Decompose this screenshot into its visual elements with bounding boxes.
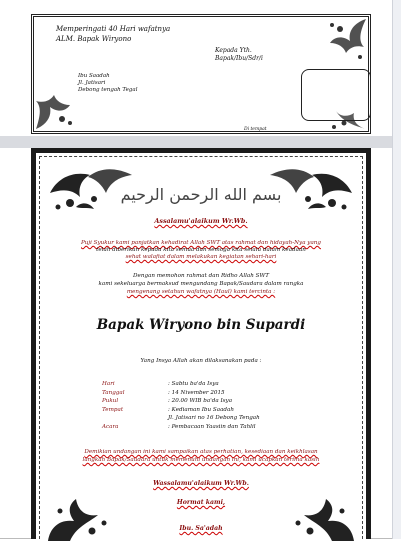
floral-ornament-bottom-left (46, 493, 116, 543)
envelope-card (31, 14, 371, 134)
request-paragraph-line3: mengenang setahun wafatnya (Haul) kami tercinta : (126, 289, 276, 295)
event-detail-value: : Sabtu ba'da Isya (168, 381, 219, 387)
deceased-name: Bapak Wiryono bin Supardi (96, 317, 306, 333)
event-detail-value: : Pembacaan Yaasiin dan Tahlil (168, 424, 256, 430)
floral-ornament-bottom-left (34, 91, 80, 131)
event-detail-value: Jl. Jatisari no 16 Debong Tengah (168, 415, 260, 422)
event-detail-value: : 20.00 WIB ba'da Isya (168, 398, 233, 405)
floral-ornament-bottom-right (286, 493, 356, 543)
opening-paragraph-line1: Puji Syukur kami panjatkan kehadirat Allah SWT atas rahmat dan hidayah-Nya yang (81, 240, 321, 246)
recipient-label: Kepada Yth. (215, 47, 252, 54)
closing-paragraph-line2: langkah Bapak/Saudara untuk memenuhi undangan ini, kami ucapkan terima kasih (82, 457, 320, 463)
vertical-scrollbar[interactable] (392, 0, 401, 539)
signer-name: Ibu. Sa'adah (179, 525, 223, 532)
request-paragraph-line2: kami sekeluarga bermaksud mengundang Bapak/Saudara dalam rangka (98, 281, 304, 287)
floral-ornament-top-right (320, 17, 368, 61)
schedule-intro: Yang Insya Allah akan dilaksanakan pada : (140, 358, 262, 364)
event-detail-label: Acara (102, 424, 119, 430)
greeting: Assalamu'alaikum Wr.Wb. (154, 217, 248, 225)
recipient-place: Di tempat (244, 127, 267, 132)
envelope-title-line1: Memperingati 40 Hari wafatnya (56, 25, 171, 33)
event-detail-label: Tempat (102, 406, 124, 413)
envelope-title-line2: ALM. Bapak Wiryono (56, 35, 132, 43)
opening-paragraph-line3: sehat walafiat dalam melakukan kegiatan sehari-hari (125, 254, 277, 260)
sender-name: Ibu Saadah (78, 73, 110, 79)
opening-paragraph-line2: telah diberikan kepada kita semua dan semoga kita selalu dalam keadaan (96, 247, 306, 253)
closing-greeting: Wassalamu'alaikum Wr.Wb. (153, 480, 249, 487)
closing-paragraph-line1: Demikian undangan ini kami sampaikan atas perhatian, kesediaan dan keikhlasan (84, 449, 318, 455)
sender-address: Jl. Jatisari (78, 80, 106, 86)
event-detail-value: : 14 Nivember 2015 (168, 389, 225, 396)
bismillah-calligraphy: بسم الله الرحمن الرحيم (120, 185, 282, 204)
invitation-card (31, 148, 371, 539)
recipient-name: Bapak/Ibu/Sdr/i (215, 55, 263, 62)
event-detail-label: Pukul (102, 398, 119, 405)
request-paragraph-line1: Dengan memohon rahmat dan Ridho Allah SWT (133, 273, 269, 279)
event-detail-value: : Kediaman Ibu Saadah (168, 406, 234, 413)
sender-city: Debong tengah Tegal (78, 87, 138, 93)
address-box (301, 69, 371, 121)
regards: Hormat kami, (176, 499, 226, 506)
sender-block (78, 73, 137, 94)
event-detail-label: Tanggal (102, 389, 125, 396)
page-separator (0, 136, 392, 148)
event-detail-label: Hari (102, 381, 115, 387)
